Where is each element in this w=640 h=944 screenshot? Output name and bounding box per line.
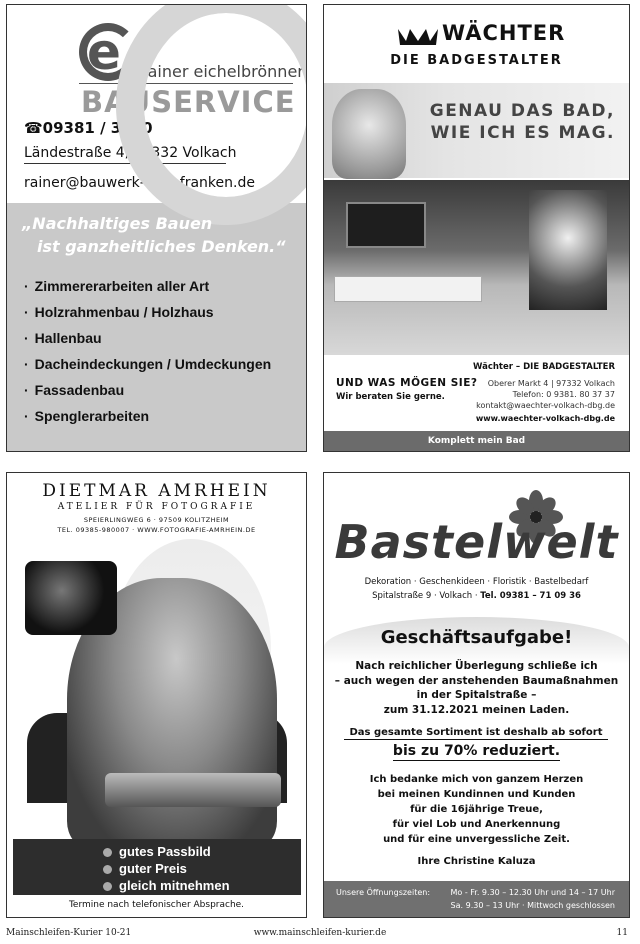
brand-sub: BAUSERVICE bbox=[81, 85, 296, 119]
benefit-label: gleich mitnehmen bbox=[119, 878, 230, 893]
message-line: in der Spitalstraße – bbox=[416, 689, 537, 701]
closing-message bbox=[324, 659, 629, 717]
studio-subtitle: ATELIER FÜR FOTOGRAFIE bbox=[57, 502, 256, 512]
contact-email: kontakt@waechter-volkach-dbg.de bbox=[476, 401, 615, 410]
contact-phone: Telefon: 0 9381. 80 37 37 bbox=[512, 390, 615, 399]
list-item: · Spenglerarbeiten bbox=[24, 407, 271, 433]
list-item bbox=[103, 877, 230, 894]
studio-contact: TEL. 09385-980007 · WWW.FOTOGRAFIE-AMRHEIN.DE bbox=[57, 526, 256, 534]
quote-line-1: „Nachhaltiges Bauen bbox=[22, 214, 213, 233]
question: UND WAS MÖGEN SIE? bbox=[336, 377, 478, 389]
benefit-label: guter Preis bbox=[119, 861, 187, 876]
logo-text: Bastelwelt bbox=[334, 515, 619, 569]
tagline: Dekoration · Geschenkideen · Floristik · Bastelbedarf bbox=[364, 577, 589, 587]
list-item: · Dacheindeckungen / Umdeckungen bbox=[24, 355, 271, 381]
ad-bauservice bbox=[6, 4, 307, 452]
phone-number: ☎09381 / 3050 bbox=[24, 119, 153, 137]
hours-label: Unsere Öffnungszeiten: bbox=[336, 888, 431, 897]
services-list bbox=[24, 277, 271, 433]
headline: Geschäftsaufgabe! bbox=[380, 627, 573, 648]
street: Spitalstraße 9 · Volkach · bbox=[372, 591, 481, 601]
email: rainer@bauwerk-mainfranken.de bbox=[24, 175, 255, 191]
benefit-label: gutes Passbild bbox=[119, 844, 211, 859]
footer-website[interactable]: www.mainschleifen-kurier.de bbox=[253, 928, 387, 938]
footer-publication: Mainschleifen-Kurier 10-21 bbox=[6, 928, 132, 938]
mirror bbox=[346, 202, 426, 248]
contact-web: www.waechter-volkach-dbg.de bbox=[475, 414, 615, 423]
list-item bbox=[103, 860, 230, 877]
studio-address: SPEIERLINGWEG 6 · 97509 KOLITZHEIM bbox=[83, 516, 230, 524]
address: Ländestraße 4, 97332 Volkach bbox=[24, 145, 237, 161]
bullet-icon bbox=[103, 882, 112, 891]
page-number: 11 bbox=[616, 928, 628, 938]
thanks-line: für viel Lob und Anerkennung bbox=[392, 819, 561, 830]
message-line: Nach reichlicher Überlegung schließe ich bbox=[355, 660, 598, 672]
list-item: · Holzrahmenbau / Holzhaus bbox=[24, 303, 271, 329]
claim-line-1: GENAU DAS BAD, bbox=[429, 101, 615, 121]
logo-letter: e bbox=[87, 23, 121, 81]
crown-icon bbox=[396, 23, 440, 47]
ad-bastelwelt bbox=[323, 472, 630, 918]
hours-saturday: Sa. 9.30 – 13 Uhr · Mittwoch geschlossen bbox=[450, 901, 615, 910]
contact-name: Wächter – DIE BADGESTALTER bbox=[473, 362, 615, 372]
photographer-name: DIETMAR AMRHEIN bbox=[42, 481, 271, 501]
sortiment-note: Das gesamte Sortiment ist deshalb ab sofort bbox=[344, 727, 608, 740]
advice: Wir beraten Sie gerne. bbox=[336, 392, 445, 402]
signature: Ihre Christine Kaluza bbox=[417, 856, 536, 867]
drone-icon bbox=[105, 773, 281, 807]
list-item: · Hallenbau bbox=[24, 329, 271, 355]
thanks-line: Ich bedanke mich von ganzem Herzen bbox=[369, 774, 584, 785]
hours-weekday: Mo - Fr. 9.30 – 12.30 Uhr und 14 – 17 Uhr bbox=[450, 888, 615, 897]
ad-waechter bbox=[323, 4, 630, 452]
contact-street: Oberer Markt 4 | 97332 Volkach bbox=[487, 379, 615, 388]
bullet-icon bbox=[103, 865, 112, 874]
thanks-line: für die 16jährige Treue, bbox=[410, 804, 543, 815]
opening-hours-bar bbox=[324, 881, 629, 917]
thanks-message bbox=[324, 772, 629, 847]
bullet-icon bbox=[103, 848, 112, 857]
thanks-line: und für eine unvergessliche Zeit. bbox=[383, 834, 570, 845]
quote-line-2: ist ganzheitliches Denken.“ bbox=[37, 237, 286, 256]
appointment-note: Termine nach telefonischer Absprache. bbox=[68, 900, 245, 910]
contact-block bbox=[473, 362, 615, 424]
brand-sub: DIE BADGESTALTER bbox=[390, 53, 563, 68]
woman-photo bbox=[332, 89, 406, 179]
list-item bbox=[103, 843, 230, 860]
benefits-list bbox=[103, 843, 230, 894]
address bbox=[324, 591, 629, 601]
ad-amrhein bbox=[6, 472, 307, 918]
message-line: zum 31.12.2021 meinen Laden. bbox=[383, 703, 570, 716]
list-item: · Zimmererarbeiten aller Art bbox=[24, 277, 271, 303]
vanity-cabinet bbox=[334, 276, 482, 302]
discount-text: bis zu 70% reduziert. bbox=[392, 743, 561, 759]
bathroom-photo bbox=[324, 180, 629, 355]
shower-wall bbox=[529, 190, 607, 310]
brand-name: WÄCHTER bbox=[442, 21, 566, 45]
list-item: · Fassadenbau bbox=[24, 381, 271, 407]
message-line: – auch wegen der anstehenden Baumaßnahmen bbox=[334, 674, 619, 687]
thanks-line: bei meinen Kundinnen und Kunden bbox=[377, 789, 576, 800]
camera-icon bbox=[25, 561, 117, 635]
phone-number: Tel. 09381 – 71 09 36 bbox=[480, 591, 581, 601]
brand-name: rainer eichelbrönner bbox=[141, 62, 304, 81]
claim-line-2: WIE ICH ES MAG. bbox=[430, 123, 615, 143]
footer-bar: Komplett mein Bad bbox=[324, 431, 629, 451]
discount bbox=[324, 743, 629, 759]
